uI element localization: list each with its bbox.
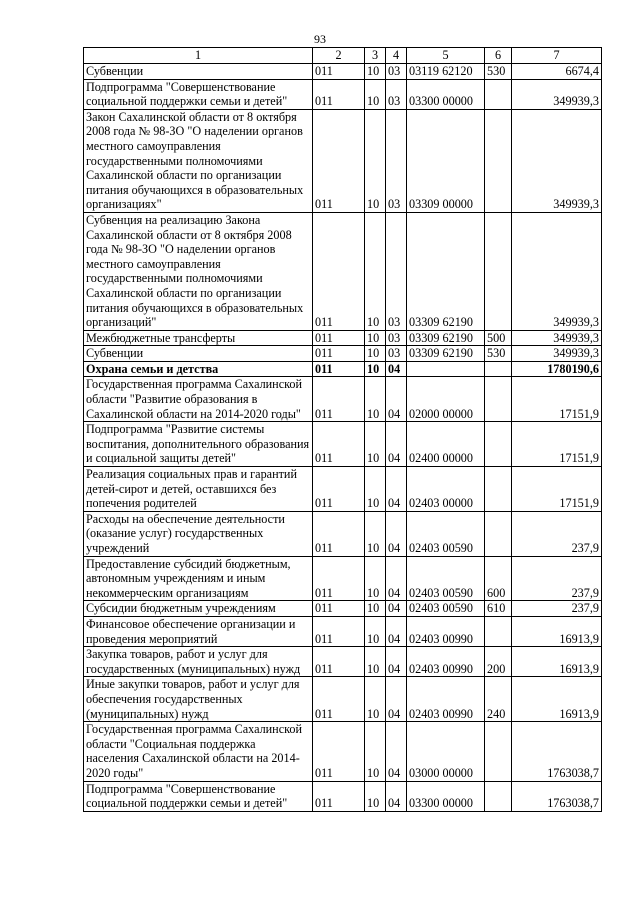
row-name-cell: Субвенции [84,346,313,362]
table-row [84,556,602,601]
budget-table [83,47,602,812]
target-article-cell: 03309 62190 [407,212,485,330]
subsection-code-cell: 03 [386,64,407,80]
row-name-cell: Финансовое обеспечение организации и проведения мероприятий [84,616,313,646]
column-header: 6 [485,48,512,64]
column-header: 3 [365,48,386,64]
row-name-cell: Субвенция на реализацию Закона Сахалинской области от 8 октября 2008 года № 98-ЗО "О наделении органов местного самоуправления государственными полномочиями Сахалинской области по организации питания обучающихся в образовательных организаций" [84,212,313,330]
row-name-cell: Реализация социальных прав и гарантий детей-сирот и детей, оставшихся без попечения родителей [84,467,313,512]
amount-cell: 16913,9 [512,647,602,677]
expense-type-cell: 610 [485,601,512,617]
section-code-cell: 10 [365,556,386,601]
amount-cell: 349939,3 [512,79,602,109]
ministry-code-cell: 011 [313,467,365,512]
expense-type-cell: 240 [485,677,512,722]
table-row [84,677,602,722]
amount-cell: 17151,9 [512,377,602,422]
amount-cell: 16913,9 [512,616,602,646]
expense-type-cell: 200 [485,647,512,677]
column-header: 5 [407,48,485,64]
row-name-cell: Расходы на обеспечение деятельности (оказание услуг) государственных учреждений [84,511,313,556]
subsection-code-cell: 04 [386,556,407,601]
section-code-cell: 10 [365,601,386,617]
column-header: 1 [84,48,313,64]
table-row [84,64,602,80]
ministry-code-cell: 011 [313,616,365,646]
subsection-code-cell: 04 [386,647,407,677]
ministry-code-cell: 011 [313,64,365,80]
expense-type-cell [485,109,512,212]
expense-type-cell: 600 [485,556,512,601]
target-article-cell: 03119 62120 [407,64,485,80]
subsection-code-cell: 04 [386,677,407,722]
target-article-cell: 02403 00590 [407,601,485,617]
expense-type-cell [485,377,512,422]
ministry-code-cell: 011 [313,601,365,617]
target-article-cell: 02403 00990 [407,677,485,722]
ministry-code-cell: 011 [313,511,365,556]
section-code-cell: 10 [365,511,386,556]
expense-type-cell: 530 [485,64,512,80]
section-code-cell: 10 [365,109,386,212]
amount-cell: 17151,9 [512,422,602,467]
target-article-cell: 03300 00000 [407,781,485,811]
target-article-cell [407,361,485,377]
table-row [84,346,602,362]
ministry-code-cell: 011 [313,212,365,330]
amount-cell: 17151,9 [512,467,602,512]
amount-cell: 16913,9 [512,677,602,722]
column-header: 7 [512,48,602,64]
target-article-cell: 02403 00990 [407,616,485,646]
section-code-cell: 10 [365,64,386,80]
section-code-cell: 10 [365,467,386,512]
ministry-code-cell: 011 [313,330,365,346]
subsection-code-cell: 03 [386,330,407,346]
header-row [84,48,602,64]
amount-cell: 1763038,7 [512,781,602,811]
target-article-cell: 03309 62190 [407,330,485,346]
table-row [84,109,602,212]
section-code-cell: 10 [365,346,386,362]
amount-cell: 1780190,6 [512,361,602,377]
target-article-cell: 02000 00000 [407,377,485,422]
ministry-code-cell: 011 [313,346,365,362]
row-name-cell: Субсидии бюджетным учреждениям [84,601,313,617]
table-row [84,647,602,677]
target-article-cell: 02403 00000 [407,467,485,512]
target-article-cell: 03309 62190 [407,346,485,362]
table-row [84,377,602,422]
amount-cell: 6674,4 [512,64,602,80]
section-code-cell: 10 [365,212,386,330]
ministry-code-cell: 011 [313,722,365,781]
row-name-cell: Субвенции [84,64,313,80]
table-row [84,422,602,467]
table-body [84,64,602,812]
row-name-cell: Иные закупки товаров, работ и услуг для обеспечения государственных (муниципальных) нужд [84,677,313,722]
expense-type-cell [485,212,512,330]
ministry-code-cell: 011 [313,422,365,467]
section-code-cell: 10 [365,722,386,781]
section-code-cell: 10 [365,377,386,422]
row-name-cell: Подпрограмма "Развитие системы воспитания, дополнительного образования и социальной защиты детей" [84,422,313,467]
amount-cell: 349939,3 [512,346,602,362]
table-row [84,79,602,109]
table-row [84,330,602,346]
expense-type-cell [485,361,512,377]
target-article-cell: 03000 00000 [407,722,485,781]
expense-type-cell [485,781,512,811]
amount-cell: 237,9 [512,601,602,617]
row-name-cell: Межбюджетные трансферты [84,330,313,346]
amount-cell: 237,9 [512,511,602,556]
expense-type-cell [485,79,512,109]
section-code-cell: 10 [365,616,386,646]
table-row [84,361,602,377]
subsection-code-cell: 04 [386,377,407,422]
section-code-cell: 10 [365,647,386,677]
target-article-cell: 02403 00590 [407,511,485,556]
ministry-code-cell: 011 [313,781,365,811]
subsection-code-cell: 04 [386,422,407,467]
amount-cell: 237,9 [512,556,602,601]
ministry-code-cell: 011 [313,556,365,601]
expense-type-cell [485,511,512,556]
subsection-code-cell: 04 [386,361,407,377]
column-header: 2 [313,48,365,64]
target-article-cell: 02403 00990 [407,647,485,677]
ministry-code-cell: 011 [313,109,365,212]
subsection-code-cell: 03 [386,212,407,330]
table-row [84,212,602,330]
section-code-cell: 10 [365,330,386,346]
subsection-code-cell: 04 [386,781,407,811]
table-row [84,781,602,811]
table-row [84,722,602,781]
target-article-cell: 03309 00000 [407,109,485,212]
subsection-code-cell: 04 [386,601,407,617]
row-name-cell: Охрана семьи и детства [84,361,313,377]
expense-type-cell: 530 [485,346,512,362]
table-row [84,467,602,512]
subsection-code-cell: 03 [386,79,407,109]
subsection-code-cell: 04 [386,511,407,556]
section-code-cell: 10 [365,422,386,467]
expense-type-cell: 500 [485,330,512,346]
ministry-code-cell: 011 [313,79,365,109]
table-row [84,601,602,617]
section-code-cell: 10 [365,79,386,109]
section-code-cell: 10 [365,781,386,811]
page-number: 93 [314,32,326,46]
expense-type-cell [485,467,512,512]
table-row [84,511,602,556]
table-row [84,616,602,646]
subsection-code-cell: 04 [386,467,407,512]
target-article-cell: 03300 00000 [407,79,485,109]
target-article-cell: 02403 00590 [407,556,485,601]
row-name-cell: Государственная программа Сахалинской области "Развитие образования в Сахалинской области на 2014-2020 годы" [84,377,313,422]
subsection-code-cell: 03 [386,109,407,212]
subsection-code-cell: 03 [386,346,407,362]
ministry-code-cell: 011 [313,647,365,677]
row-name-cell: Предоставление субсидий бюджетным, автономным учреждениям и иным некоммерческим организациям [84,556,313,601]
expense-type-cell [485,722,512,781]
expense-type-cell [485,616,512,646]
row-name-cell: Закон Сахалинской области от 8 октября 2008 года № 98-ЗО "О наделении органов местного самоуправления государственными полномочиями Сахалинской области по организации питания обучающихся в образовательных организациях" [84,109,313,212]
row-name-cell: Подпрограмма "Совершенствование социальной поддержки семьи и детей" [84,781,313,811]
ministry-code-cell: 011 [313,361,365,377]
row-name-cell: Закупка товаров, работ и услуг для государственных (муниципальных) нужд [84,647,313,677]
subsection-code-cell: 04 [386,722,407,781]
expense-type-cell [485,422,512,467]
subsection-code-cell: 04 [386,616,407,646]
section-code-cell: 10 [365,677,386,722]
row-name-cell: Государственная программа Сахалинской области "Социальная поддержка населения Сахалинской области на 2014-2020 годы" [84,722,313,781]
row-name-cell: Подпрограмма "Совершенствование социальной поддержки семьи и детей" [84,79,313,109]
ministry-code-cell: 011 [313,677,365,722]
column-header: 4 [386,48,407,64]
ministry-code-cell: 011 [313,377,365,422]
amount-cell: 349939,3 [512,109,602,212]
amount-cell: 1763038,7 [512,722,602,781]
amount-cell: 349939,3 [512,212,602,330]
section-code-cell: 10 [365,361,386,377]
amount-cell: 349939,3 [512,330,602,346]
target-article-cell: 02400 00000 [407,422,485,467]
